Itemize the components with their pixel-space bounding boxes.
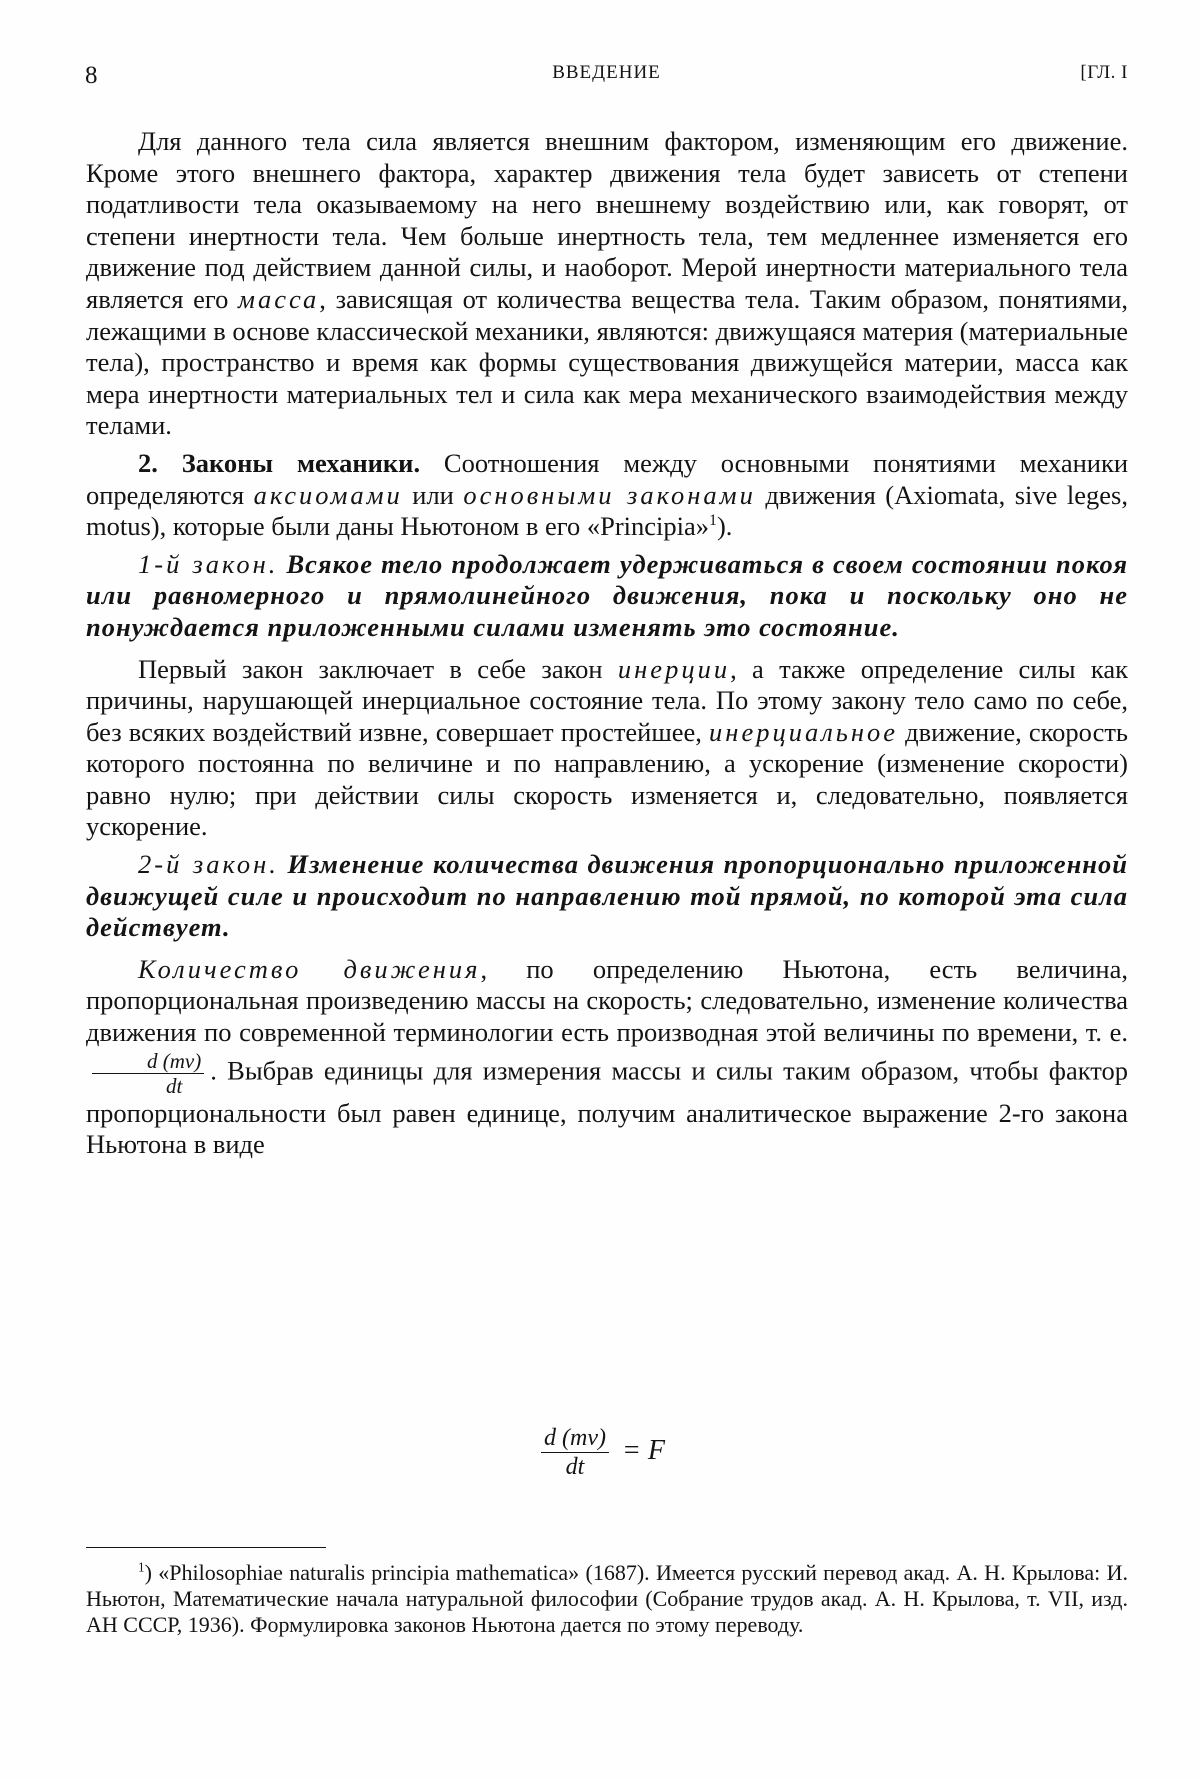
law-label: 2-й закон. (138, 849, 279, 880)
paragraph-first-law (86, 549, 1128, 644)
body-text (86, 126, 1128, 1167)
text-run: движения (Axiomata, sive leges, motus), которые были даны Ньютоном в его «Principia» (86, 479, 1128, 542)
fraction-numerator: d (mv) (92, 1049, 204, 1074)
footnote (86, 1560, 1128, 1637)
formula-denominator: dt (565, 1454, 585, 1480)
footnote-reference[interactable]: 1 (709, 512, 717, 530)
emphasis-inertial: инерциальное (709, 716, 898, 747)
paragraph-momentum (86, 954, 1128, 1161)
emphasis-momentum: Количество движения (138, 953, 481, 984)
text-run: ). (716, 511, 733, 542)
emphasis-inertia: инерции (617, 653, 731, 684)
text-run: Для данного тела сила является внешним фактором, изменяющим его движение. Кроме этого внешнего фактора, характер движения тела будет зависеть от степени податливости тела оказываемому на него внешнему воздействию или, как говорят, от степени инертности тела. Чем больше инертность тела, тем медленнее изменяется его движение под действием данной силы, и наоборот. Мерой инертности материального тела является его (86, 126, 1128, 314)
text-run: , а также определение силы как причины, нарушающей инерциальное состояние тела. По этому закону тело само по себе, без всяких воздействий извне, совершает простейшее, (86, 653, 1128, 747)
section-heading: 2. Законы механики. (138, 447, 421, 478)
formula-numerator: d (mv) (541, 1424, 609, 1453)
footnote-marker: 1 (138, 1559, 145, 1575)
chapter-marker: [ГЛ. I (1080, 62, 1128, 83)
formula-fraction (541, 1424, 609, 1481)
text-run: или (402, 479, 464, 510)
law-statement: Всякое тело продолжает удерживаться в своем состоянии покоя или равномерного и прямолинейного движения, пока и поскольку оно не понуждается приложенными силами изменять это состояние. (86, 548, 1128, 642)
law-statement: Изменение количества движения пропорционально приложенной движущей силе и происходит по направлению той прямой, по которой эта сила действует. (86, 849, 1128, 943)
footnote-divider (86, 1547, 326, 1548)
text-run: , по определению Ньютона, есть величина, пропорциональная произведению массы на скорость; следовательно, изменение количества движения по современной терминологии есть производная этой величины по времени, т. е. (86, 953, 1129, 1048)
footnote-text: ) «Philosophiae naturalis principia mathematica» (1687). Имеется русский перевод акад. А. Н. Крылова: И. Ньютон, Математические начала натуральной философии (Собрание трудов акад. А. Н. Крылова, т. VII, изд. АН СССР, 1936). Формулировка законов Ньютона дается по этому переводу. (86, 1560, 1128, 1637)
text-run: Соотношения между основными понятиями механики определяются (86, 447, 1128, 510)
paragraph-laws-of-mechanics (86, 448, 1128, 543)
display-formula (0, 1424, 1200, 1481)
formula-rhs: = F (621, 1434, 665, 1466)
paragraph-first-law-commentary (86, 654, 1128, 844)
running-title: ВВЕДЕНИЕ (552, 62, 661, 83)
law-label: 1-й закон. (138, 548, 279, 579)
emphasis-mass: масса (238, 283, 320, 314)
text-run: Первый закон заключает в себе закон (138, 653, 618, 684)
fraction-denominator: dt (165, 1073, 183, 1098)
paragraph-second-law (86, 849, 1128, 944)
inline-fraction (92, 1049, 204, 1098)
emphasis-laws: основными законами (463, 479, 756, 510)
emphasis-axioms: аксиомами (253, 479, 403, 510)
text-run: движение, скорость которого постоянна по величине и по направлению, а ускорение (изменение скорости) равно нулю; при действии силы скорость изменяется и, следовательно, появляется ускорение. (86, 716, 1129, 842)
running-head (85, 62, 1128, 98)
text-run: , зависящая от количества вещества тела. Таким образом, понятиями, лежащими в основе классической механики, являются: движущаяся материя (материальные тела), пространство и время как формы существования движущейся материи, масса как мера инертности материальных тел и сила как мера механического взаимодействия между телами. (86, 283, 1128, 441)
paragraph-mass-inertia (86, 126, 1128, 442)
page-number: 8 (85, 62, 98, 89)
text-run: . Выбрав единицы для измерения массы и силы таким образом, чтобы фактор пропорциональности был равен единице, получим аналитическое выражение 2-го закона Ньютона в виде (86, 1055, 1128, 1160)
